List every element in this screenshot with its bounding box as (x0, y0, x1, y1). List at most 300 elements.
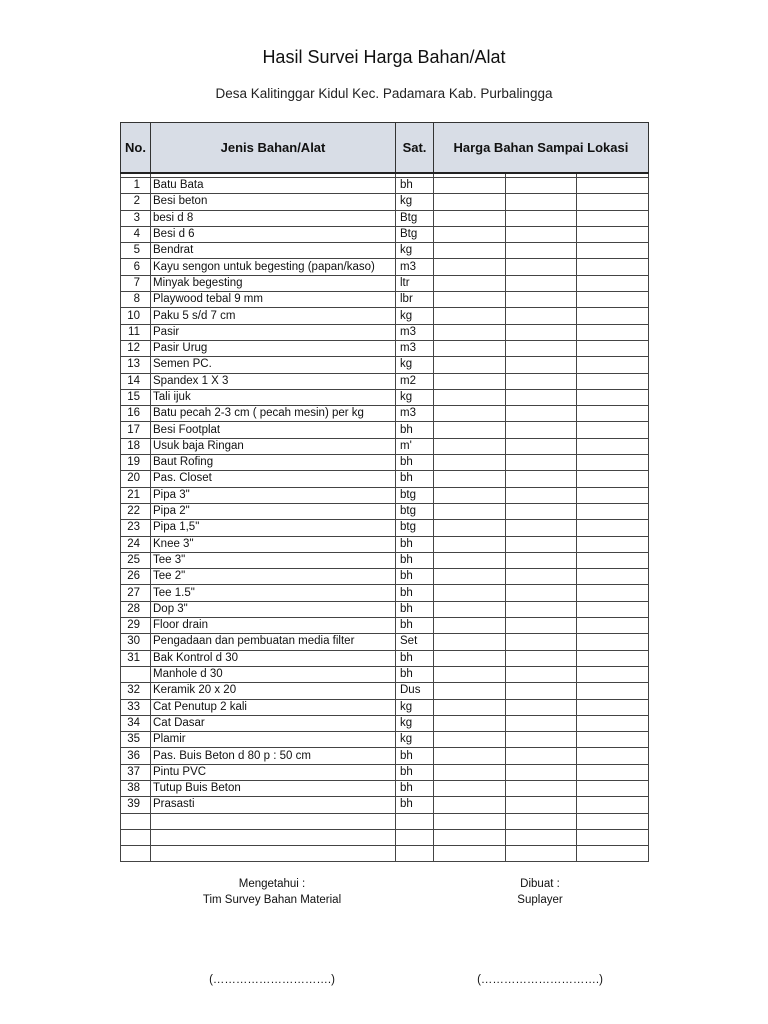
cell-no: 18 (121, 438, 151, 454)
cell-price-1 (434, 210, 506, 226)
cell-no: 20 (121, 471, 151, 487)
cell-no: 30 (121, 634, 151, 650)
cell-price-3 (577, 715, 649, 731)
cell-price-1 (434, 829, 506, 845)
cell-no: 23 (121, 520, 151, 536)
cell-price-1 (434, 292, 506, 308)
table-row (121, 846, 649, 862)
cell-no: 38 (121, 780, 151, 796)
cell-name (151, 846, 396, 862)
table-row (121, 585, 649, 601)
cell-price-2 (505, 666, 577, 682)
cell-name: Playwood tebal 9 mm (151, 292, 396, 308)
cell-unit: kg (396, 357, 434, 373)
cell-price-2 (505, 683, 577, 699)
table-row (121, 422, 649, 438)
cell-price-1 (434, 846, 506, 862)
cell-unit: Btg (396, 210, 434, 226)
cell-price-1 (434, 699, 506, 715)
cell-price-2 (505, 243, 577, 259)
cell-name: Pas. Closet (151, 471, 396, 487)
cell-name: Pengadaan dan pembuatan media filter (151, 634, 396, 650)
cell-price-1 (434, 813, 506, 829)
cell-price-1 (434, 455, 506, 471)
cell-unit: m2 (396, 373, 434, 389)
cell-price-3 (577, 829, 649, 845)
cell-no: 4 (121, 226, 151, 242)
cell-price-2 (505, 813, 577, 829)
cell-unit: m3 (396, 259, 434, 275)
cell-price-1 (434, 226, 506, 242)
cell-unit: ltr (396, 275, 434, 291)
cell-price-3 (577, 748, 649, 764)
cell-name: Semen PC. (151, 357, 396, 373)
cell-unit (396, 813, 434, 829)
cell-unit: bh (396, 748, 434, 764)
cell-price-1 (434, 683, 506, 699)
cell-price-1 (434, 780, 506, 796)
cell-price-2 (505, 226, 577, 242)
cell-price-2 (505, 699, 577, 715)
table-row (121, 764, 649, 780)
table-row (121, 683, 649, 699)
signature-made-by (440, 876, 640, 908)
table-row (121, 829, 649, 845)
cell-price-2 (505, 455, 577, 471)
cell-no: 3 (121, 210, 151, 226)
table-row (121, 715, 649, 731)
cell-price-3 (577, 340, 649, 356)
cell-price-2 (505, 308, 577, 324)
cell-price-3 (577, 846, 649, 862)
cell-price-3 (577, 683, 649, 699)
cell-price-2 (505, 536, 577, 552)
table-row (121, 389, 649, 405)
cell-unit: kg (396, 715, 434, 731)
cell-name: Knee 3" (151, 536, 396, 552)
cell-no: 21 (121, 487, 151, 503)
cell-name: Prasasti (151, 797, 396, 813)
cell-price-3 (577, 292, 649, 308)
cell-price-3 (577, 373, 649, 389)
cell-price-3 (577, 780, 649, 796)
cell-name: Pipa 1,5" (151, 520, 396, 536)
cell-price-2 (505, 764, 577, 780)
cell-name: Paku 5 s/d 7 cm (151, 308, 396, 324)
cell-price-1 (434, 487, 506, 503)
cell-no: 29 (121, 618, 151, 634)
cell-no: 1 (121, 178, 151, 194)
cell-price-1 (434, 650, 506, 666)
header-price: Harga Bahan Sampai Lokasi (434, 123, 649, 174)
cell-price-3 (577, 210, 649, 226)
cell-price-2 (505, 487, 577, 503)
cell-price-1 (434, 585, 506, 601)
cell-price-1 (434, 715, 506, 731)
cell-unit: kg (396, 699, 434, 715)
cell-unit: m3 (396, 324, 434, 340)
cell-unit: kg (396, 308, 434, 324)
cell-no: 36 (121, 748, 151, 764)
table-row (121, 650, 649, 666)
cell-no: 27 (121, 585, 151, 601)
cell-price-1 (434, 764, 506, 780)
cell-unit: kg (396, 732, 434, 748)
header-sat: Sat. (396, 123, 434, 174)
cell-unit: bh (396, 618, 434, 634)
cell-name: Manhole d 30 (151, 666, 396, 682)
table-row (121, 813, 649, 829)
cell-price-3 (577, 699, 649, 715)
table-row (121, 292, 649, 308)
table-row (121, 340, 649, 356)
cell-name: Tali ijuk (151, 389, 396, 405)
table-row (121, 373, 649, 389)
table-row (121, 699, 649, 715)
cell-price-2 (505, 846, 577, 862)
cell-no: 14 (121, 373, 151, 389)
cell-name: Kayu sengon untuk begesting (papan/kaso) (151, 259, 396, 275)
table-row (121, 275, 649, 291)
cell-price-2 (505, 650, 577, 666)
cell-unit: kg (396, 389, 434, 405)
cell-name: Bendrat (151, 243, 396, 259)
cell-no (121, 666, 151, 682)
cell-price-3 (577, 438, 649, 454)
cell-price-3 (577, 618, 649, 634)
cell-unit: btg (396, 520, 434, 536)
cell-price-1 (434, 324, 506, 340)
cell-price-3 (577, 178, 649, 194)
table-row (121, 536, 649, 552)
cell-price-3 (577, 275, 649, 291)
cell-price-3 (577, 585, 649, 601)
cell-unit: bh (396, 552, 434, 568)
cell-price-2 (505, 210, 577, 226)
cell-price-1 (434, 569, 506, 585)
cell-unit: bh (396, 764, 434, 780)
cell-name: Pas. Buis Beton d 80 p : 50 cm (151, 748, 396, 764)
cell-price-2 (505, 373, 577, 389)
cell-unit: m3 (396, 406, 434, 422)
cell-name: Tee 1.5" (151, 585, 396, 601)
cell-price-3 (577, 764, 649, 780)
cell-price-2 (505, 797, 577, 813)
cell-price-2 (505, 552, 577, 568)
cell-unit: Btg (396, 226, 434, 242)
cell-price-1 (434, 471, 506, 487)
page-subtitle: Desa Kalitinggar Kidul Kec. Padamara Kab. Purbalingga (215, 86, 553, 101)
cell-name: Cat Penutup 2 kali (151, 699, 396, 715)
cell-name: Besi Footplat (151, 422, 396, 438)
cell-name: Pasir Urug (151, 340, 396, 356)
cell-price-2 (505, 732, 577, 748)
table-row (121, 406, 649, 422)
cell-name: Plamir (151, 732, 396, 748)
cell-no: 26 (121, 569, 151, 585)
header-no: No. (121, 123, 151, 174)
cell-no: 8 (121, 292, 151, 308)
cell-price-1 (434, 601, 506, 617)
cell-price-3 (577, 389, 649, 405)
cell-no: 17 (121, 422, 151, 438)
cell-price-3 (577, 324, 649, 340)
cell-price-1 (434, 308, 506, 324)
cell-price-1 (434, 634, 506, 650)
cell-unit: bh (396, 536, 434, 552)
cell-no: 7 (121, 275, 151, 291)
cell-price-2 (505, 324, 577, 340)
cell-no (121, 829, 151, 845)
cell-price-2 (505, 259, 577, 275)
cell-price-3 (577, 422, 649, 438)
cell-no: 12 (121, 340, 151, 356)
table-row (121, 357, 649, 373)
cell-unit: m' (396, 438, 434, 454)
cell-unit: bh (396, 601, 434, 617)
cell-price-3 (577, 536, 649, 552)
cell-price-2 (505, 389, 577, 405)
table-row (121, 601, 649, 617)
cell-name: Tee 2" (151, 569, 396, 585)
cell-price-2 (505, 748, 577, 764)
cell-price-3 (577, 650, 649, 666)
cell-price-1 (434, 259, 506, 275)
cell-price-2 (505, 829, 577, 845)
cell-name: Pipa 3" (151, 487, 396, 503)
cell-name: Baut Rofing (151, 455, 396, 471)
cell-price-3 (577, 487, 649, 503)
cell-price-3 (577, 569, 649, 585)
cell-price-2 (505, 503, 577, 519)
cell-name (151, 813, 396, 829)
survey-table (120, 122, 649, 862)
signature-known-by (172, 876, 372, 908)
cell-unit: bh (396, 471, 434, 487)
cell-price-3 (577, 797, 649, 813)
cell-no: 39 (121, 797, 151, 813)
cell-price-2 (505, 634, 577, 650)
cell-price-3 (577, 471, 649, 487)
cell-price-1 (434, 275, 506, 291)
cell-price-3 (577, 308, 649, 324)
cell-unit: kg (396, 243, 434, 259)
cell-unit: btg (396, 503, 434, 519)
signature-left-role: Tim Survey Bahan Material (202, 894, 342, 906)
cell-no: 19 (121, 455, 151, 471)
cell-unit (396, 846, 434, 862)
cell-unit: m3 (396, 340, 434, 356)
cell-price-1 (434, 422, 506, 438)
table-row (121, 194, 649, 210)
table-row (121, 797, 649, 813)
cell-unit (396, 829, 434, 845)
table-row (121, 178, 649, 194)
cell-price-1 (434, 438, 506, 454)
signature-right-placeholder: (………………………….) (477, 974, 603, 986)
cell-unit: kg (396, 194, 434, 210)
cell-price-3 (577, 666, 649, 682)
cell-price-3 (577, 243, 649, 259)
cell-price-1 (434, 520, 506, 536)
cell-price-1 (434, 503, 506, 519)
cell-unit: bh (396, 585, 434, 601)
cell-unit: bh (396, 780, 434, 796)
signature-right-label: Dibuat : (520, 878, 560, 890)
cell-price-1 (434, 340, 506, 356)
cell-price-1 (434, 618, 506, 634)
cell-price-1 (434, 797, 506, 813)
cell-no (121, 846, 151, 862)
cell-price-2 (505, 275, 577, 291)
cell-price-3 (577, 552, 649, 568)
table-row (121, 503, 649, 519)
cell-price-3 (577, 259, 649, 275)
cell-price-2 (505, 178, 577, 194)
cell-no: 33 (121, 699, 151, 715)
cell-price-1 (434, 243, 506, 259)
cell-price-2 (505, 520, 577, 536)
cell-no: 35 (121, 732, 151, 748)
cell-name: Floor drain (151, 618, 396, 634)
cell-price-2 (505, 471, 577, 487)
cell-no: 10 (121, 308, 151, 324)
cell-price-1 (434, 536, 506, 552)
cell-name: Cat Dasar (151, 715, 396, 731)
table-header-row (121, 123, 649, 174)
table-row (121, 552, 649, 568)
signature-right-role: Suplayer (517, 894, 563, 906)
table-row (121, 471, 649, 487)
cell-price-1 (434, 666, 506, 682)
cell-price-3 (577, 601, 649, 617)
cell-price-2 (505, 422, 577, 438)
table-row (121, 520, 649, 536)
cell-no: 13 (121, 357, 151, 373)
cell-name: Tee 3" (151, 552, 396, 568)
cell-no: 28 (121, 601, 151, 617)
cell-unit: bh (396, 650, 434, 666)
cell-price-2 (505, 569, 577, 585)
cell-name: besi d 8 (151, 210, 396, 226)
table-row (121, 569, 649, 585)
table-row (121, 487, 649, 503)
table-row (121, 438, 649, 454)
cell-no: 6 (121, 259, 151, 275)
cell-unit: bh (396, 455, 434, 471)
cell-no: 22 (121, 503, 151, 519)
cell-price-2 (505, 292, 577, 308)
cell-price-2 (505, 340, 577, 356)
table-row (121, 634, 649, 650)
page-title: Hasil Survei Harga Bahan/Alat (262, 47, 506, 67)
cell-price-1 (434, 194, 506, 210)
cell-no (121, 813, 151, 829)
cell-price-2 (505, 406, 577, 422)
cell-price-2 (505, 601, 577, 617)
cell-no: 5 (121, 243, 151, 259)
cell-price-3 (577, 634, 649, 650)
cell-no: 25 (121, 552, 151, 568)
cell-price-3 (577, 520, 649, 536)
cell-price-2 (505, 438, 577, 454)
table-row (121, 226, 649, 242)
cell-price-3 (577, 455, 649, 471)
table-row (121, 780, 649, 796)
table-row (121, 259, 649, 275)
table-row (121, 732, 649, 748)
cell-price-1 (434, 389, 506, 405)
cell-unit: btg (396, 487, 434, 503)
cell-price-1 (434, 373, 506, 389)
cell-price-3 (577, 357, 649, 373)
cell-no: 24 (121, 536, 151, 552)
cell-price-3 (577, 226, 649, 242)
cell-price-1 (434, 552, 506, 568)
cell-no: 31 (121, 650, 151, 666)
cell-price-1 (434, 178, 506, 194)
cell-no: 37 (121, 764, 151, 780)
table-row (121, 666, 649, 682)
cell-price-2 (505, 780, 577, 796)
cell-price-2 (505, 618, 577, 634)
cell-name: Besi d 6 (151, 226, 396, 242)
table-row (121, 618, 649, 634)
cell-unit: bh (396, 569, 434, 585)
cell-name: Minyak begesting (151, 275, 396, 291)
cell-name: Pipa 2" (151, 503, 396, 519)
table-row (121, 748, 649, 764)
table-row (121, 324, 649, 340)
cell-name: Bak Kontrol d 30 (151, 650, 396, 666)
cell-price-3 (577, 813, 649, 829)
cell-name: Keramik 20 x 20 (151, 683, 396, 699)
cell-unit: bh (396, 797, 434, 813)
cell-name: Pintu PVC (151, 764, 396, 780)
cell-name: Usuk baja Ringan (151, 438, 396, 454)
table-row (121, 455, 649, 471)
table-row (121, 243, 649, 259)
cell-name: Pasir (151, 324, 396, 340)
cell-name: Batu Bata (151, 178, 396, 194)
table-row (121, 308, 649, 324)
cell-price-1 (434, 406, 506, 422)
cell-name: Dop 3" (151, 601, 396, 617)
cell-price-1 (434, 357, 506, 373)
cell-unit: lbr (396, 292, 434, 308)
cell-unit: Dus (396, 683, 434, 699)
cell-name: Besi beton (151, 194, 396, 210)
cell-unit: bh (396, 666, 434, 682)
cell-name: Tutup Buis Beton (151, 780, 396, 796)
table-row (121, 210, 649, 226)
cell-price-1 (434, 732, 506, 748)
cell-price-3 (577, 503, 649, 519)
cell-price-1 (434, 748, 506, 764)
cell-unit: bh (396, 178, 434, 194)
cell-price-3 (577, 732, 649, 748)
cell-price-2 (505, 194, 577, 210)
cell-no: 32 (121, 683, 151, 699)
cell-no: 34 (121, 715, 151, 731)
cell-name (151, 829, 396, 845)
cell-no: 16 (121, 406, 151, 422)
cell-no: 15 (121, 389, 151, 405)
cell-price-3 (577, 194, 649, 210)
signature-left-placeholder: (………………………….) (209, 974, 335, 986)
cell-no: 11 (121, 324, 151, 340)
cell-price-2 (505, 715, 577, 731)
